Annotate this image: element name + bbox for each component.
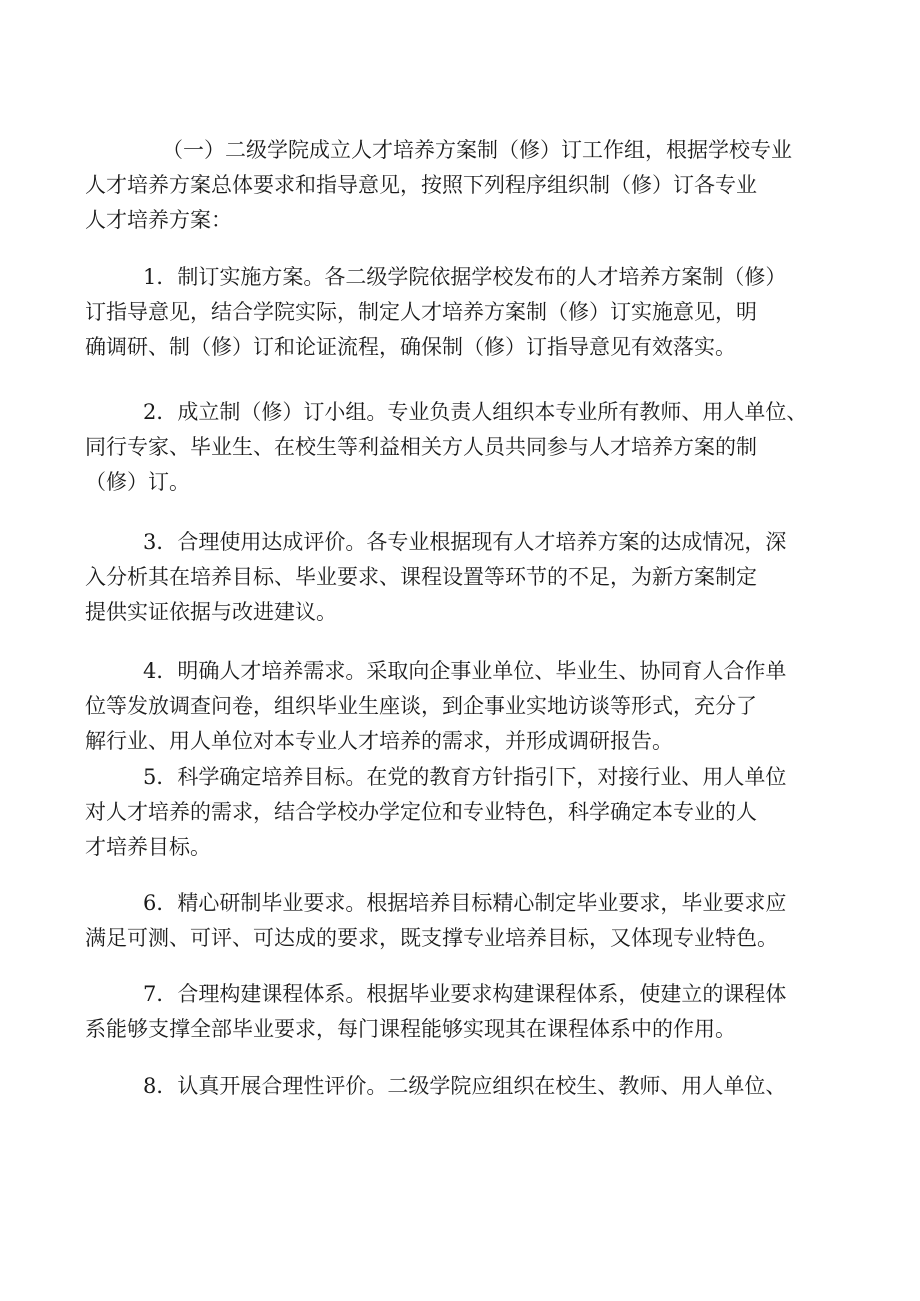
text-line: 提供实证依据与改进建议。 bbox=[85, 600, 337, 624]
text-line: 同行专家、毕业生、在校生等利益相关方人员共同参与人才培养方案的制 bbox=[85, 435, 757, 459]
paragraph-intro bbox=[85, 133, 792, 238]
text-line: 确调研、制（修）订和论证流程，确保制（修）订指导意见有效落实。 bbox=[85, 335, 736, 359]
text-line: 4．明确人才培养需求。采取向企事业单位、毕业生、协同育人合作单 bbox=[143, 659, 787, 683]
text-line: 人才培养方案： bbox=[85, 208, 232, 232]
text-line: 订指导意见，结合学院实际，制定人才培养方案制（修）订实施意见，明 bbox=[85, 300, 757, 324]
text-line: 位等发放调查问卷，组织毕业生座谈，到企事业实地访谈等形式，充分了 bbox=[85, 694, 757, 718]
paragraph-item-4 bbox=[85, 654, 786, 759]
text-line: 满足可测、可评、可达成的要求，既支撑专业培养目标，又体现专业特色。 bbox=[85, 926, 778, 950]
paragraph-item-7 bbox=[85, 977, 786, 1047]
text-line: （一）二级学院成立人才培养方案制（修）订工作组，根据学校专业 bbox=[162, 138, 792, 162]
text-line: 2．成立制（修）订小组。专业负责人组织本专业所有教师、用人单位、 bbox=[143, 400, 808, 424]
paragraph-item-3 bbox=[85, 525, 786, 630]
paragraph-item-2 bbox=[85, 395, 807, 500]
text-line: 对人才培养的需求，结合学校办学定位和专业特色，科学确定本专业的人 bbox=[85, 800, 757, 824]
paragraph-item-8 bbox=[85, 1069, 786, 1104]
paragraph-item-5 bbox=[85, 760, 786, 865]
text-line: 8．认真开展合理性评价。二级学院应组织在校生、教师、用人单位、 bbox=[143, 1074, 787, 1098]
paragraph-item-1 bbox=[85, 260, 786, 365]
text-line: 5．科学确定培养目标。在党的教育方针指引下，对接行业、用人单位 bbox=[143, 765, 787, 789]
text-line: 3．合理使用达成评价。各专业根据现有人才培养方案的达成情况，深 bbox=[143, 530, 787, 554]
text-line: （修）订。 bbox=[85, 470, 190, 494]
text-line: 系能够支撑全部毕业要求，每门课程能够实现其在课程体系中的作用。 bbox=[85, 1017, 736, 1041]
text-line: 1．制订实施方案。各二级学院依据学校发布的人才培养方案制（修） bbox=[143, 265, 787, 289]
text-line: 7．合理构建课程体系。根据毕业要求构建课程体系，使建立的课程体 bbox=[143, 982, 787, 1006]
paragraph-item-6 bbox=[85, 886, 786, 956]
text-line: 人才培养方案总体要求和指导意见，按照下列程序组织制（修）订各专业 bbox=[85, 173, 757, 197]
text-line: 6．精心研制毕业要求。根据培养目标精心制定毕业要求，毕业要求应 bbox=[143, 891, 787, 915]
text-line: 解行业、用人单位对本专业人才培养的需求，并形成调研报告。 bbox=[85, 729, 673, 753]
text-line: 入分析其在培养目标、毕业要求、课程设置等环节的不足，为新方案制定 bbox=[85, 565, 757, 589]
text-line: 才培养目标。 bbox=[85, 835, 211, 859]
